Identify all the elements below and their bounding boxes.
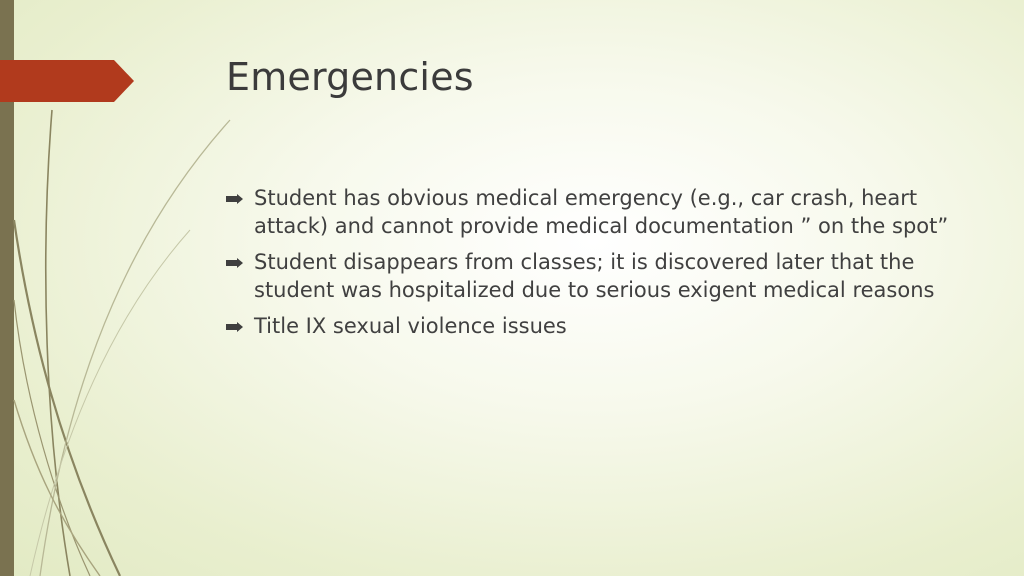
list-item	[226, 312, 966, 340]
right-arrow-bullet-icon	[226, 194, 243, 204]
slide-title: Emergencies	[226, 55, 474, 99]
arrow-banner-icon	[0, 60, 134, 102]
list-item	[226, 248, 966, 304]
bullet-list	[226, 184, 966, 348]
bullet-text: Title IX sexual violence issues	[254, 314, 567, 338]
right-arrow-bullet-icon	[226, 258, 243, 268]
bullet-text: Student has obvious medical emergency (e.g., car crash, heart attack) and cannot provide medical documentation ” on the spot”	[254, 186, 949, 238]
bullet-text: Student disappears from classes; it is discovered later that the student was hospitalized due to serious exigent medical reasons	[254, 250, 935, 302]
right-arrow-bullet-icon	[226, 322, 243, 332]
list-item	[226, 184, 966, 240]
